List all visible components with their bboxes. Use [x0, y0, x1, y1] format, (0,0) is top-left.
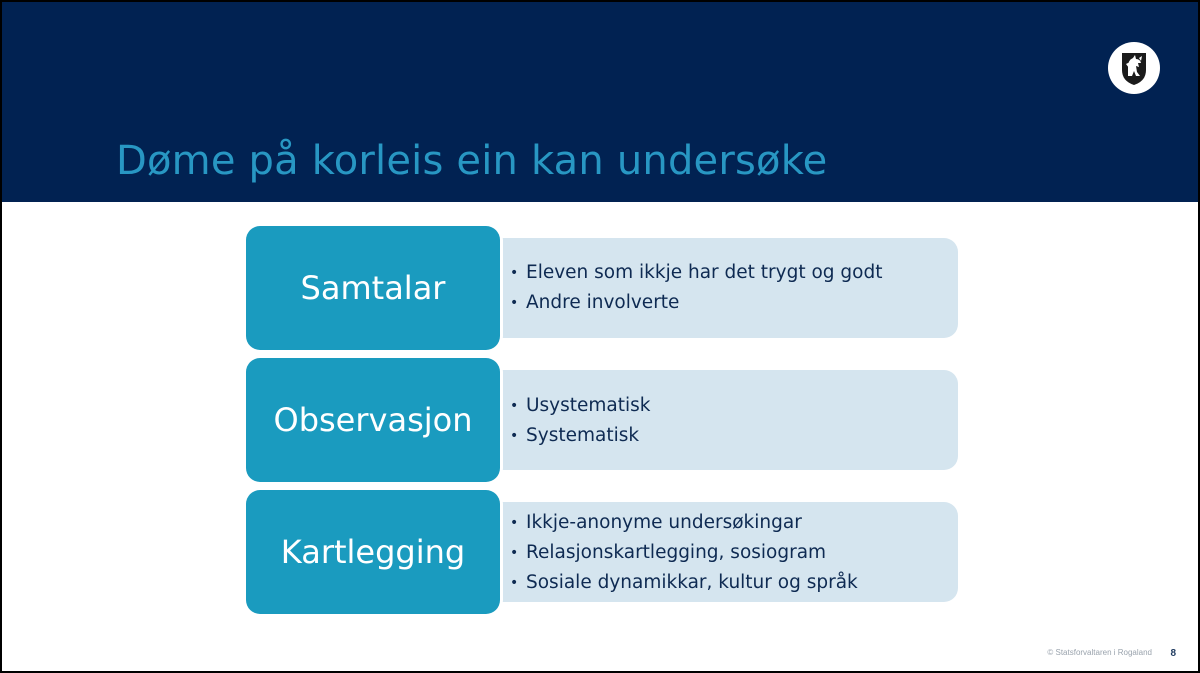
row-label-box: [246, 490, 500, 614]
row-label-box: [246, 226, 500, 350]
list-item: [510, 538, 858, 568]
page-number: 8: [1170, 648, 1176, 659]
bullet-dot: •: [510, 545, 519, 561]
row-label: Kartlegging: [280, 533, 466, 571]
slide: [2, 2, 1198, 671]
bullet-list: [510, 508, 858, 598]
bullet-dot: •: [510, 428, 519, 444]
list-item: [510, 288, 882, 318]
row-samtalar: [246, 226, 958, 352]
bullet-dot: •: [510, 265, 519, 281]
bullet-text: Sosiale dynamikkar, kultur og språk: [526, 572, 858, 593]
bullet-list: [510, 391, 651, 451]
page-title: Døme på korleis ein kan undersøke: [116, 138, 828, 184]
list-item: [510, 258, 882, 288]
bullet-dot: •: [510, 575, 519, 591]
list-item: [510, 508, 858, 538]
list-item: [510, 421, 651, 451]
coat-of-arms-icon: [1108, 42, 1160, 94]
bullet-text: Systematisk: [526, 425, 640, 446]
list-item: [510, 568, 858, 598]
footer-copyright: © Statsforvaltaren i Rogaland: [1047, 648, 1152, 657]
row-label-box: [246, 358, 500, 482]
bullet-dot: •: [510, 398, 519, 414]
list-item: [510, 391, 651, 421]
row-observasjon: [246, 358, 958, 484]
bullet-text: Eleven som ikkje har det trygt og godt: [526, 262, 883, 283]
row-label: Observasjon: [273, 401, 473, 439]
bullet-dot: •: [510, 295, 519, 311]
bullet-list: [510, 258, 882, 318]
row-kartlegging: [246, 490, 958, 616]
row-label: Samtalar: [300, 269, 446, 307]
bullet-dot: •: [510, 515, 519, 531]
header-banner: [2, 2, 1198, 202]
bullet-text: Andre involverte: [526, 292, 680, 313]
bullet-text: Relasjonskartlegging, sosiogram: [526, 542, 827, 563]
bullet-text: Ikkje-anonyme undersøkingar: [526, 512, 802, 533]
bullet-text: Usystematisk: [526, 395, 651, 416]
